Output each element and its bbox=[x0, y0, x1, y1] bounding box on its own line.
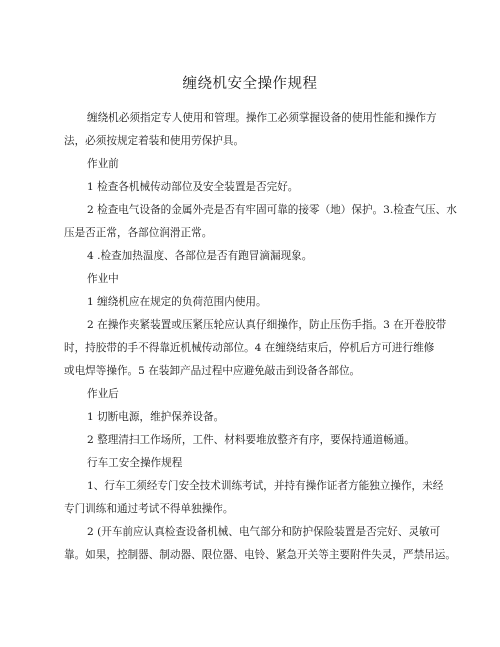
paragraph-line: 时，持胶带的手不得靠近机械传动部位。4 在缠绕结束后，停机后方可进行维修 bbox=[64, 342, 435, 354]
paragraph-line: 2 检查电气设备的金属外壳是否有牢固可靠的接零（地）保护。3.检查气压、水 bbox=[87, 204, 457, 216]
paragraph-line: 1 切断电源，维护保养设备。 bbox=[87, 411, 225, 423]
section-heading: 作业中 bbox=[87, 273, 119, 285]
section-heading: 作业后 bbox=[87, 388, 119, 400]
paragraph-line: 2 整理清扫工作场所，工件、材料要堆放整齐有序，要保持通道畅通。 bbox=[87, 434, 415, 446]
paragraph-line: 法，必须按规定着装和使用劳保护具。 bbox=[64, 135, 245, 147]
paragraph-line: 2 (开车前应认真检查设备机械、电气部分和防护保险装置是否完好、灵敏可 bbox=[87, 526, 441, 538]
paragraph-line: 专门训练和通过考试不得单独操作。 bbox=[64, 503, 234, 515]
document-title: 缠绕机安全操作规程 bbox=[182, 76, 318, 92]
section-heading: 行车工安全操作规程 bbox=[87, 457, 183, 469]
paragraph-line: 压是否正常，各部位润滑正常。 bbox=[64, 227, 213, 239]
paragraph-line: 靠。如果，控制器、制动器、限位器、电铃、紧急开关等主要附件失灵，严禁吊运。 bbox=[64, 549, 456, 561]
paragraph-line: 1 缠绕机应在规定的负荷范围内使用。 bbox=[87, 296, 267, 308]
paragraph-line: 2 在操作夹紧装置或压紧压轮应认真仔细操作，防止压伤手指。3 在开卷胶带 bbox=[87, 319, 447, 331]
paragraph-line: 缠绕机必须指定专人使用和管理。操作工必须掌握设备的使用性能和操作方 bbox=[87, 112, 437, 124]
paragraph-line: 1 检查各机械传动部位及安全装置是否完好。 bbox=[87, 181, 299, 193]
paragraph-line: 4 .检查加热温度、各部位是否有跑冒滴漏现象。 bbox=[87, 250, 313, 262]
paragraph-line: 1、行车工须经专门安全技术训练考试，并持有操作证者方能独立操作，未经 bbox=[87, 480, 444, 492]
paragraph-line: 或电焊等操作。5 在装卸产品过程中应避免敲击到设备各部位。 bbox=[64, 365, 361, 377]
section-heading: 作业前 bbox=[87, 158, 119, 170]
